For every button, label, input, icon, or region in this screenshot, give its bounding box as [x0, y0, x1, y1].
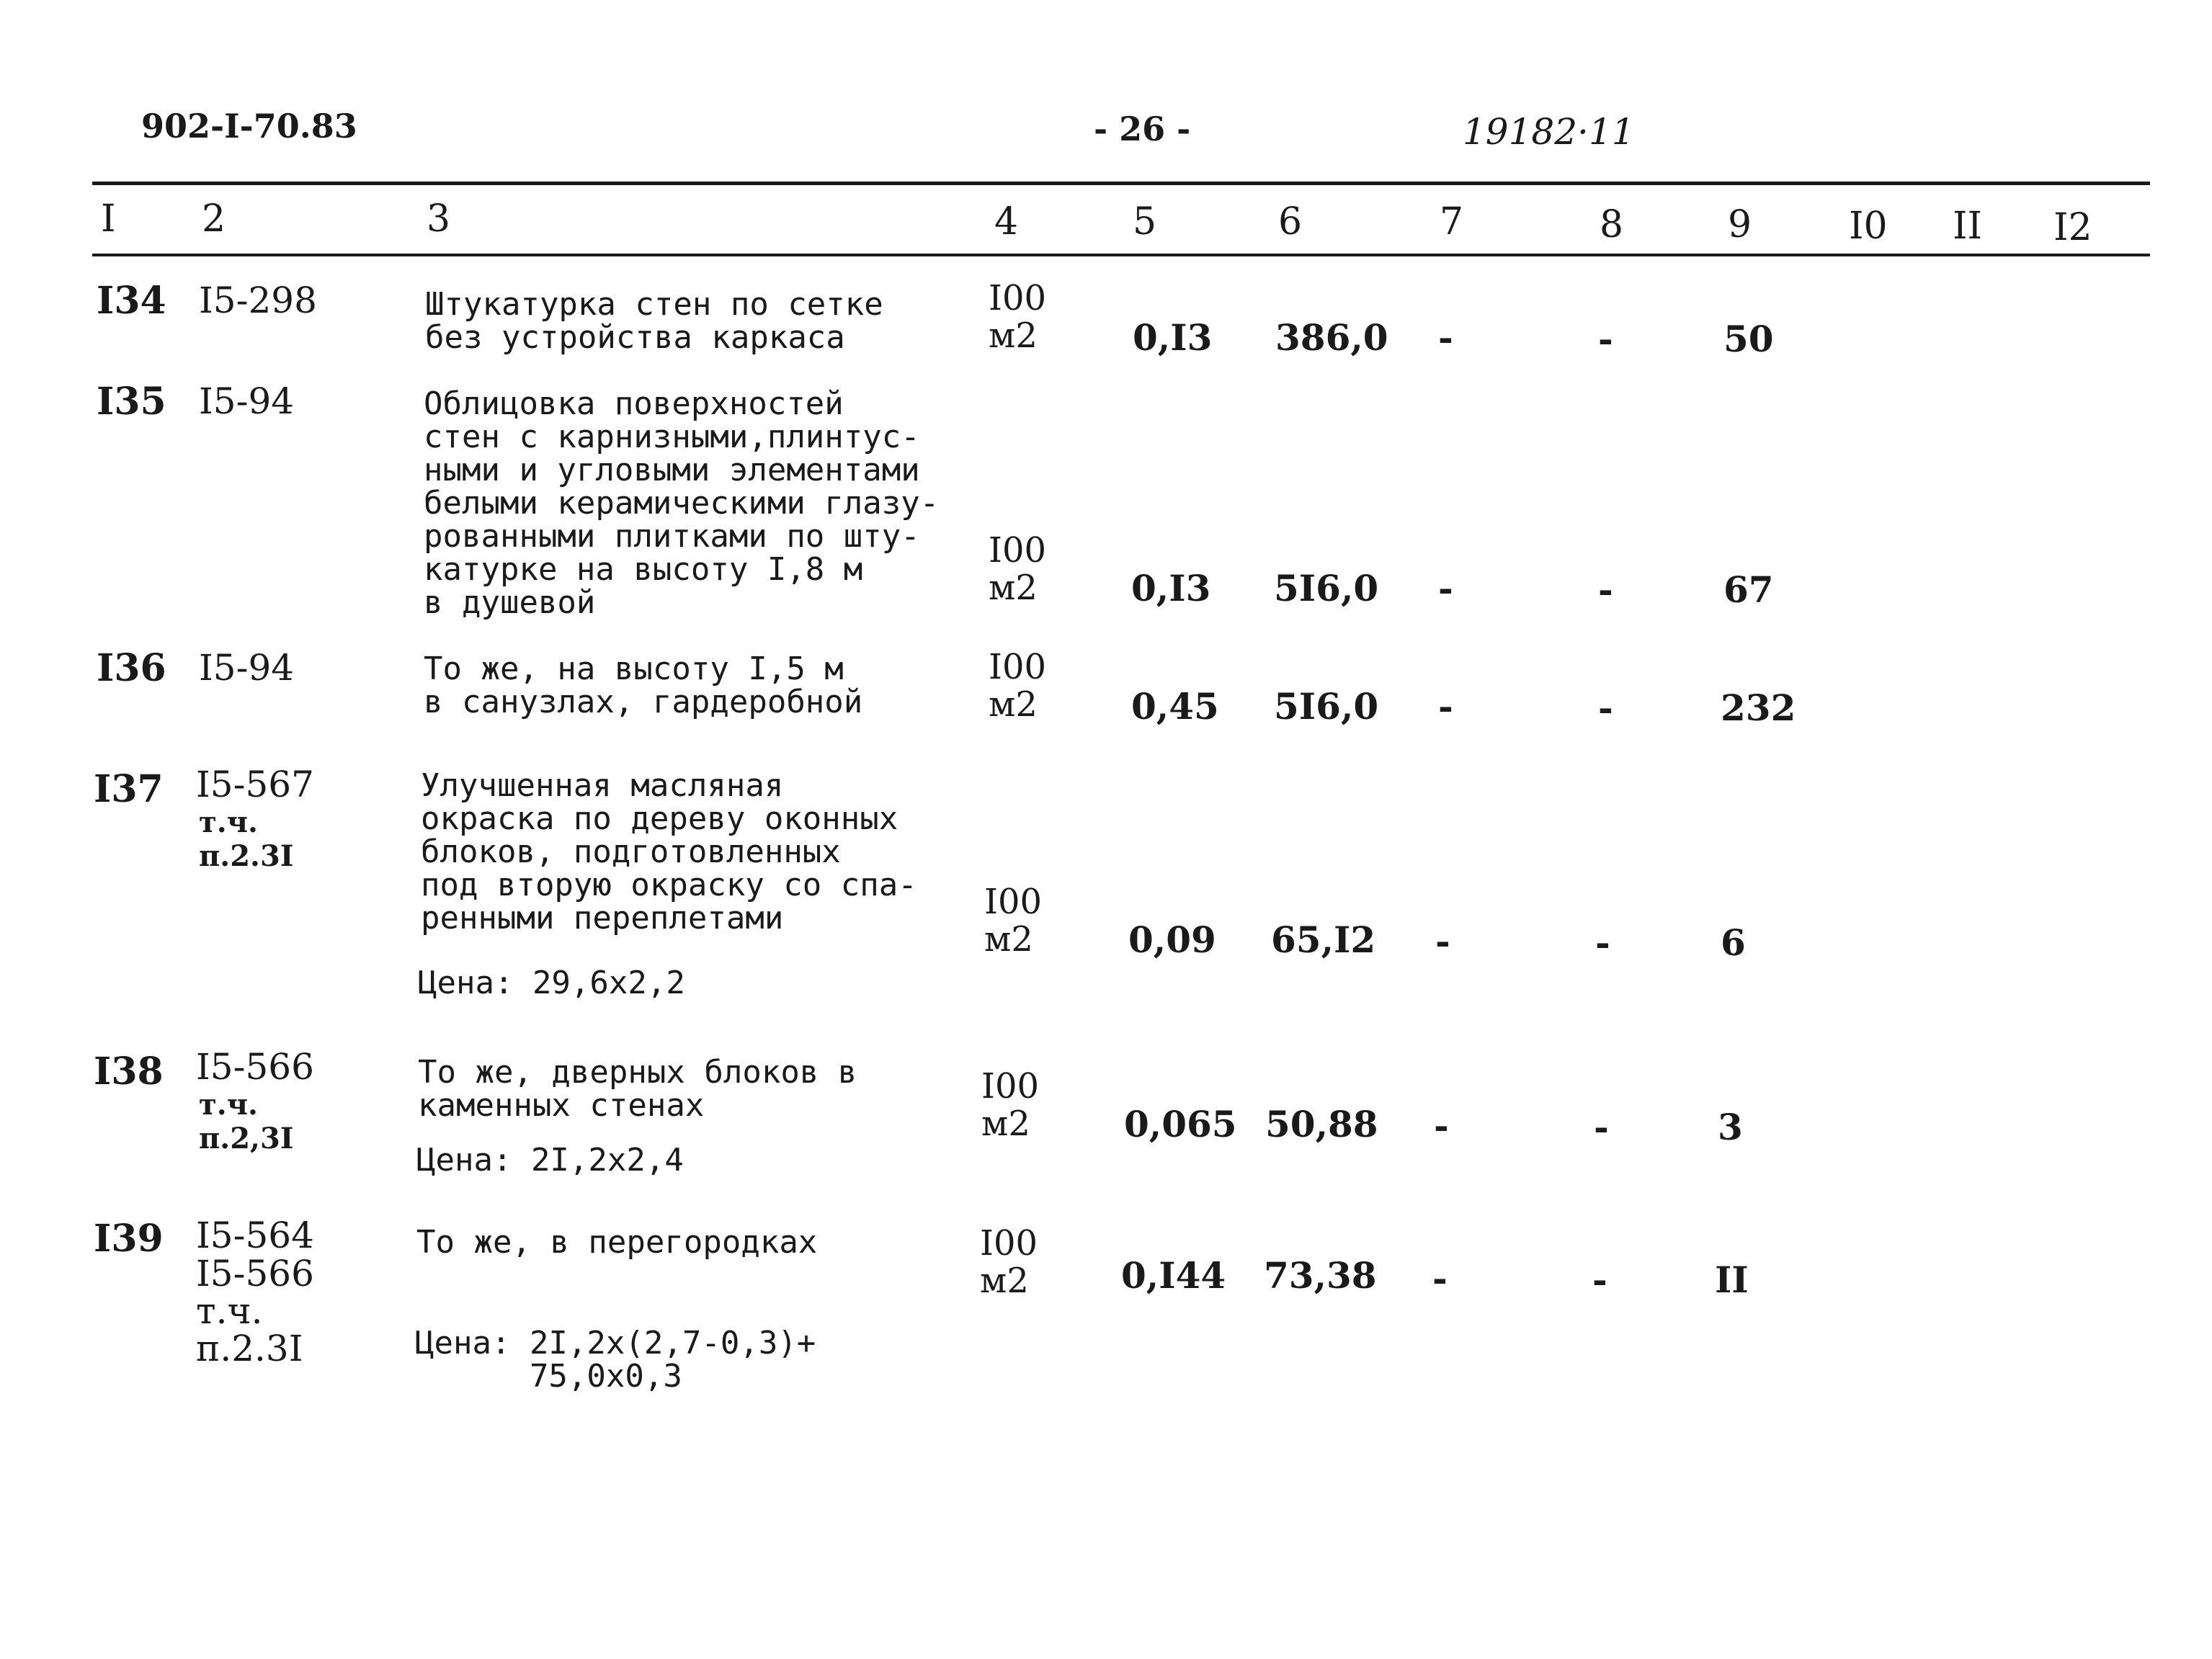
column-header-10: I0: [1849, 205, 1888, 248]
norm-code-note: I5-566 т.ч. п.2.3I: [196, 1253, 314, 1369]
column-7-value: -: [1438, 567, 1453, 609]
price-note: Цена: 2I,2х2,4: [416, 1142, 684, 1179]
row-number: I34: [97, 279, 166, 323]
unit-of-measure: I00 м2: [989, 278, 1047, 356]
document-code: 902-I-70.83: [141, 107, 357, 146]
row-number: I36: [97, 646, 166, 690]
column-7-value: -: [1438, 685, 1453, 728]
norm-code: I5-567: [196, 764, 314, 805]
unit-of-measure: I00 м2: [989, 530, 1047, 608]
quantity: 0,45: [1131, 685, 1219, 728]
work-description: То же, дверных блоков в каменных стенах: [418, 1054, 857, 1124]
price-note: Цена: 2I,2х(2,7-0,3)+ 75,0х0,3: [415, 1325, 816, 1395]
quantity: 0,065: [1124, 1103, 1237, 1145]
page-number: - 26 -: [1094, 109, 1191, 148]
unit-of-measure: I00 м2: [981, 1066, 1040, 1144]
norm-code-note: т.ч. п.2.3I: [199, 805, 294, 874]
column-7-value: -: [1434, 1104, 1449, 1147]
column-8-value: -: [1598, 318, 1613, 360]
column-header-2: 2: [202, 197, 226, 241]
column-8-value: -: [1595, 921, 1610, 964]
unit-cost: 386,0: [1275, 316, 1388, 359]
column-9-value: II: [1715, 1258, 1749, 1301]
work-description: Облицовка поверхностей стен с карнизными,плинтус- ными и угловыми элементами белыми керамическими глазу- рованными плитками по шту- катурке на высоту I,8 м в душевой: [424, 385, 940, 621]
row-number: I39: [94, 1217, 164, 1261]
norm-code: I5-94: [199, 647, 295, 689]
unit-cost: 73,38: [1264, 1254, 1377, 1297]
column-8-value: -: [1598, 687, 1613, 729]
norm-code: I5-564: [196, 1215, 314, 1256]
column-header-9: 9: [1728, 203, 1752, 246]
table-top-rule: [92, 182, 2150, 185]
norm-code-note: т.ч. п.2,3I: [199, 1088, 294, 1156]
column-7-value: -: [1438, 316, 1453, 359]
column-9-value: 3: [1718, 1106, 1743, 1148]
column-header-8: 8: [1600, 203, 1624, 246]
column-9-value: 67: [1723, 568, 1774, 611]
column-8-value: -: [1594, 1106, 1609, 1148]
row-number: I35: [97, 380, 166, 424]
column-header-4: 4: [994, 200, 1019, 243]
column-7-value: -: [1432, 1257, 1448, 1300]
norm-code: I5-566: [196, 1046, 314, 1088]
column-header-12: I2: [2053, 206, 2092, 249]
unit-of-measure: I00 м2: [984, 882, 1043, 960]
quantity: 0,I3: [1133, 316, 1213, 359]
column-7-value: -: [1435, 920, 1450, 962]
price-note: Цена: 29,6х2,2: [418, 965, 685, 1001]
unit-cost: 5I6,0: [1274, 685, 1379, 728]
unit-cost: 5I6,0: [1274, 567, 1379, 609]
quantity: 0,09: [1128, 918, 1216, 961]
row-number: I37: [94, 767, 164, 811]
unit-of-measure: I00 м2: [989, 647, 1047, 725]
column-header-3: 3: [427, 197, 451, 241]
work-description: Улучшенная масляная окраска по дереву оконных блоков, подготовленных под вторую окраску со спа- ренными переплетами: [421, 767, 917, 936]
column-header-11: II: [1953, 205, 1983, 248]
work-description: То же, в перегородках: [416, 1224, 818, 1261]
column-8-value: -: [1598, 568, 1613, 611]
norm-code: I5-298: [199, 280, 317, 321]
quantity: 0,I44: [1121, 1254, 1226, 1297]
work-description: То же, на высоту I,5 м в санузлах, гардеробной: [424, 650, 863, 720]
column-header-7: 7: [1440, 200, 1464, 243]
row-number: I38: [94, 1050, 164, 1094]
table-header-rule: [92, 254, 2150, 256]
unit-cost: 65,I2: [1271, 918, 1376, 961]
inventory-number: 19182·11: [1463, 111, 1635, 153]
unit-cost: 50,88: [1265, 1103, 1378, 1145]
column-header-1: I: [101, 197, 116, 241]
quantity: 0,I3: [1131, 567, 1211, 609]
column-9-value: 232: [1721, 687, 1796, 729]
column-header-5: 5: [1133, 200, 1157, 243]
column-9-value: 6: [1721, 921, 1746, 964]
column-9-value: 50: [1723, 318, 1774, 360]
column-8-value: -: [1592, 1258, 1607, 1301]
column-header-6: 6: [1278, 200, 1303, 243]
norm-code: I5-94: [199, 380, 295, 422]
work-description: Штукатурка стен по сетке без устройства каркаса: [425, 286, 883, 356]
unit-of-measure: I00 м2: [980, 1223, 1038, 1301]
